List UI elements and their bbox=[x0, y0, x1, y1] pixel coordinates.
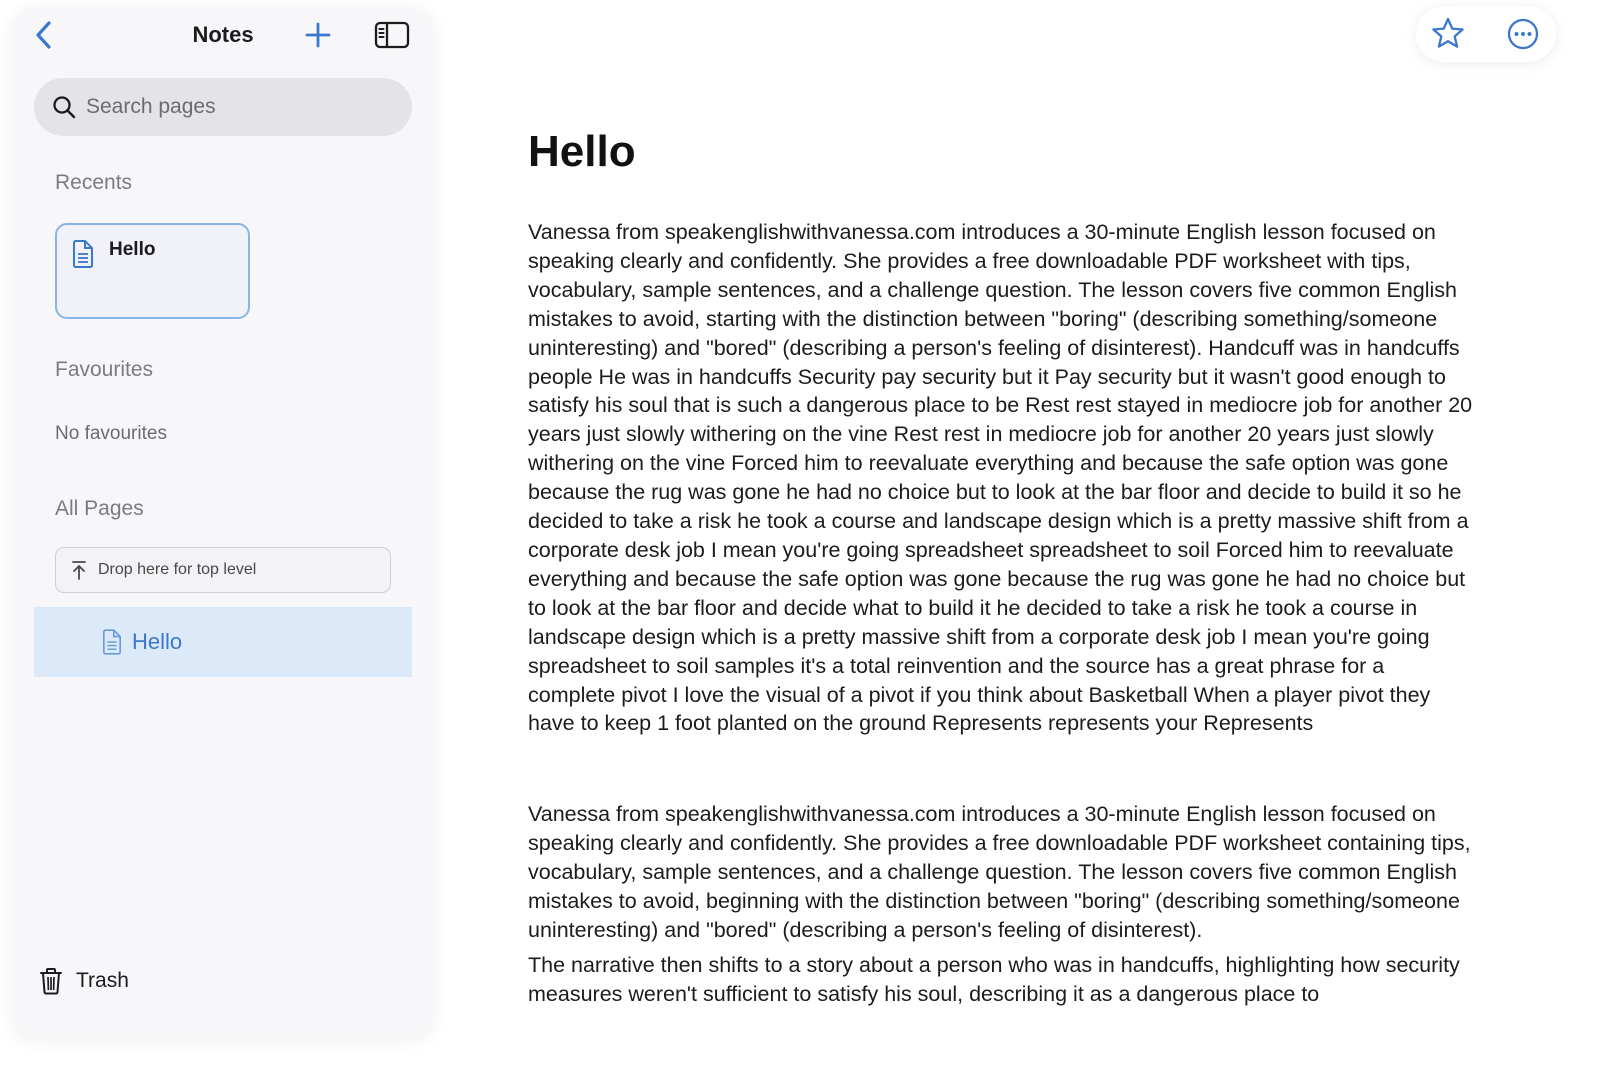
back-button[interactable] bbox=[32, 20, 56, 50]
no-favourites-text: No favourites bbox=[55, 423, 167, 444]
star-icon bbox=[1430, 16, 1466, 52]
sidebar bbox=[13, 8, 433, 1038]
top-level-drop-zone[interactable] bbox=[55, 547, 391, 593]
document-paragraph[interactable]: The narrative then shifts to a story about a person who was in handcuffs, highlighting how security measures weren't sufficient to satisfy his soul, describing it as a dangerous place to bbox=[528, 952, 1460, 1006]
all-pages-heading: All Pages bbox=[55, 497, 144, 520]
document-paragraph[interactable]: Vanessa from speakenglishwithvanessa.com introduces a 30-minute English lesson focused on speaking clearly and confidently. She provides a free downloadable PDF worksheet with tips, vocabulary, sample sentences, and a challenge question. The lesson covers five common English mistakes to avoid, starting with the distinction between "boring" (describing something/someone uninteresting) and "bored" (describing a person's feeling of disinterest). Handcuff was in handcuffs people He was in handcuffs Security pay security but it Pay security but it wasn't good enough to satisfy his soul that is such a dangerous place to be Rest rest stayed in mediocre job for another 20 years just slowly withering on the vine Rest rest in mediocre job for another 20 years just slowly withering on the vine Forced him to reevaluate everything and because the safe option was gone because the rug was gone he had no choice but to look at the bar floor and decide to build it so he decided to take a risk he took a course and landscape design which is a pretty massive shift from a corporate desk job I mean you're going spreadsheet spreadsheet to soil Forced him to reevaluate everything and because the safe option was gone because the rug was gone he had no choice but to look at the bar floor and decide what to build it he decided to take a risk he took a course in landscape design which is a pretty massive shift from a corporate desk job I mean you're going spreadsheet to soil samples it's a total reinvention and the source has a great phrase for a complete pivot I love the visual of a pivot if you think about Basketball When a player pivot they have to keep 1 foot planted on the ground Represents represents your Represents bbox=[528, 220, 1473, 736]
document-actions bbox=[1416, 6, 1556, 62]
ellipsis-circle-icon bbox=[1506, 17, 1540, 51]
recent-page-label: Hello bbox=[109, 239, 156, 260]
more-options-button[interactable] bbox=[1506, 17, 1540, 51]
chevron-left-icon bbox=[32, 20, 56, 50]
document-icon bbox=[102, 629, 122, 655]
sidebar-toggle-button[interactable] bbox=[374, 20, 410, 50]
trash-button[interactable] bbox=[39, 963, 159, 999]
document-content[interactable] bbox=[528, 120, 1476, 1009]
document-paragraph[interactable]: Vanessa from speakenglishwithvanessa.com introduces a 30-minute English lesson focused on speaking clearly and confidently. She provides a free downloadable PDF worksheet containing tips, vocabulary, sample sentences, and a challenge question. The lesson covers five common English mistakes to avoid, beginning with the distinction between "boring" (describing something/someone uninteresting) and "bored" (describing a person's feeling of disinterest). bbox=[528, 802, 1471, 942]
recents-heading: Recents bbox=[55, 171, 133, 194]
search-input[interactable] bbox=[86, 86, 396, 128]
search-icon bbox=[52, 95, 76, 119]
favourite-button[interactable] bbox=[1430, 16, 1466, 52]
document-title[interactable]: Hello bbox=[528, 127, 636, 176]
sidebar-nav-bar bbox=[13, 8, 433, 62]
sidebar-title: Notes bbox=[192, 22, 254, 47]
page-list-item-label: Hello bbox=[132, 629, 183, 654]
arrow-up-to-line-icon bbox=[70, 560, 88, 580]
new-page-button[interactable] bbox=[303, 20, 333, 50]
recent-page-card[interactable] bbox=[55, 223, 250, 319]
trash-icon bbox=[39, 967, 63, 995]
page-list-item-hello[interactable] bbox=[34, 607, 412, 677]
drop-zone-label: Drop here for top level bbox=[98, 561, 257, 578]
favourites-heading: Favourites bbox=[55, 358, 154, 381]
search-bar[interactable] bbox=[34, 78, 412, 136]
plus-icon bbox=[303, 20, 333, 50]
sidebar-toggle-icon bbox=[374, 20, 410, 50]
document-icon bbox=[72, 240, 94, 268]
trash-label: Trash bbox=[76, 969, 129, 992]
